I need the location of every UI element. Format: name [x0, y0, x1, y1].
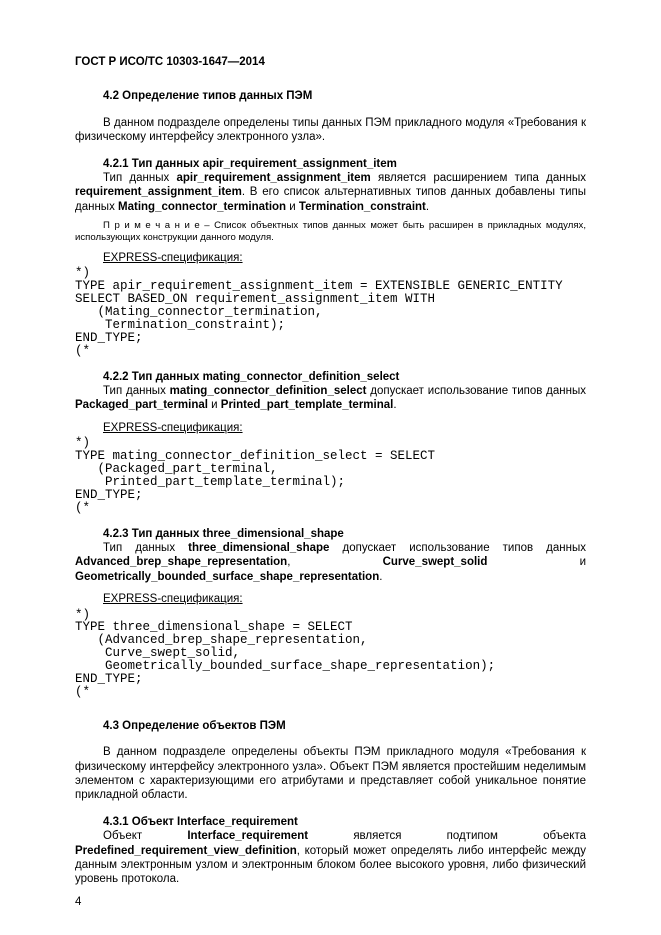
code-line: END_TYPE;	[75, 487, 143, 502]
bold-term: requirement_assignment_item	[75, 186, 242, 199]
text-run: является подтипом объекта	[308, 830, 586, 843]
bold-term: Geometrically_bounded_surface_shape_representation	[75, 570, 380, 583]
code-line: (Mating_connector_termination,	[75, 305, 323, 320]
paragraph	[75, 745, 586, 803]
express-code-block	[75, 437, 586, 514]
text-run: П р и м е ч а н и е – Список объектных типов данных может быть расширен в прикладных модулях, использующих конструкции данного модуля.	[75, 220, 586, 243]
paragraph	[75, 116, 586, 145]
code-line: (*	[75, 343, 91, 358]
page-number: 4	[75, 895, 82, 908]
text-run: Тип данных	[103, 171, 177, 184]
section-heading: 4.2.1 Тип данных apir_requirement_assignment_item	[103, 157, 397, 170]
section-heading: 4.3.1 Объект Interface_requirement	[103, 815, 298, 828]
section-heading: 4.2.3 Тип данных three_dimensional_shape	[103, 527, 344, 540]
code-line: TYPE apir_requirement_assignment_item = EXTENSIBLE GENERIC_ENTITY	[75, 279, 563, 294]
document-content	[75, 89, 586, 886]
code-line: (*	[75, 684, 91, 699]
code-line: END_TYPE;	[75, 330, 143, 345]
text-run: и	[487, 556, 587, 569]
express-code-block	[75, 267, 586, 357]
bold-term: mating_connector_definition_select	[169, 385, 367, 398]
bold-term: Mating_connector_termination	[118, 200, 287, 213]
bold-term: Predefined_requirement_view_definition	[75, 844, 297, 857]
code-line: Termination_constraint);	[75, 318, 286, 332]
text-run: допускает использование типов данных	[329, 542, 586, 555]
paragraph	[75, 541, 586, 584]
text-run: Тип данных	[103, 385, 170, 398]
section-heading: 4.3 Определение объектов ПЭМ	[103, 719, 286, 732]
bold-term: apir_requirement_assignment_item	[176, 171, 371, 184]
code-line: *)	[75, 607, 91, 622]
gost-standard-header: ГОСТ Р ИСО/ТС 10303-1647—2014	[75, 56, 265, 68]
text-run: .	[379, 570, 383, 583]
express-spec-label: EXPRESS-спецификация:	[103, 593, 243, 606]
code-line: Printed_part_template_terminal);	[75, 474, 346, 489]
express-spec-line	[75, 592, 586, 606]
section-heading: 4.2 Определение типов данных ПЭМ	[103, 90, 313, 103]
paragraph	[75, 384, 586, 413]
text-run: В данном подразделе определены типы данных ПЭМ прикладного модуля «Требования к физическому интерфейсу электронного узла».	[75, 116, 586, 144]
code-line: SELECT BASED_ON requirement_assignment_item WITH	[75, 292, 436, 307]
express-spec-line	[75, 421, 586, 435]
text-run: является расширением типа данных	[370, 171, 586, 184]
paragraph	[75, 171, 586, 214]
bold-term: Printed_part_template_terminal	[220, 399, 394, 412]
text-run: Объект	[103, 830, 188, 843]
code-line: (Advanced_brep_shape_representation,	[75, 633, 368, 648]
section-heading: 4.2.2 Тип данных mating_connector_definition_select	[103, 370, 400, 383]
code-line: Geometrically_bounded_surface_shape_representation);	[75, 659, 496, 674]
code-line: (*	[75, 500, 91, 515]
bold-term: Curve_swept_solid	[382, 556, 488, 569]
code-line: *)	[75, 266, 91, 281]
code-line: TYPE mating_connector_definition_select = SELECT	[75, 449, 436, 464]
code-line: TYPE three_dimensional_shape = SELECT	[75, 620, 353, 635]
text-run: .	[425, 200, 430, 213]
code-line: END_TYPE;	[75, 672, 143, 687]
note-paragraph	[75, 220, 586, 243]
express-spec-line	[75, 251, 586, 265]
bold-term: Termination_constraint	[298, 200, 426, 213]
express-spec-label: EXPRESS-спецификация:	[103, 421, 243, 434]
bold-term: Advanced_brep_shape_representation	[75, 556, 288, 569]
text-run: ,	[287, 556, 383, 569]
paragraph	[75, 829, 586, 887]
text-run: допускает использование типов данных	[366, 385, 586, 398]
code-line: Curve_swept_solid,	[75, 646, 241, 661]
code-line: (Packaged_part_terminal,	[75, 462, 278, 477]
express-spec-label: EXPRESS-спецификация:	[103, 252, 243, 264]
text-run: и	[286, 200, 299, 213]
bold-term: Interface_requirement	[187, 830, 309, 843]
bold-term: Packaged_part_terminal	[75, 399, 208, 412]
text-run: . В его список альтернативных типов данных добавлены типы данных	[75, 186, 586, 213]
text-run: .	[393, 399, 397, 412]
text-run: , который может определять либо интерфейс между данным электронным узлом и электронным блоком более высокого уровня, либо физический уровень протокола.	[75, 844, 586, 886]
text-run: В данном подразделе определены объекты ПЭМ прикладного модуля «Требования к физическому интерфейсу электронного узла». Объект ПЭМ является простейшим неделимым элементом с характеризующими его атрибутами и представляет собой уникальное понятие прикладной области.	[75, 746, 586, 802]
text-run: и	[207, 399, 221, 412]
text-run: Тип данных	[103, 542, 189, 555]
code-line: *)	[75, 436, 91, 451]
bold-term: three_dimensional_shape	[188, 542, 330, 555]
express-code-block	[75, 609, 586, 699]
